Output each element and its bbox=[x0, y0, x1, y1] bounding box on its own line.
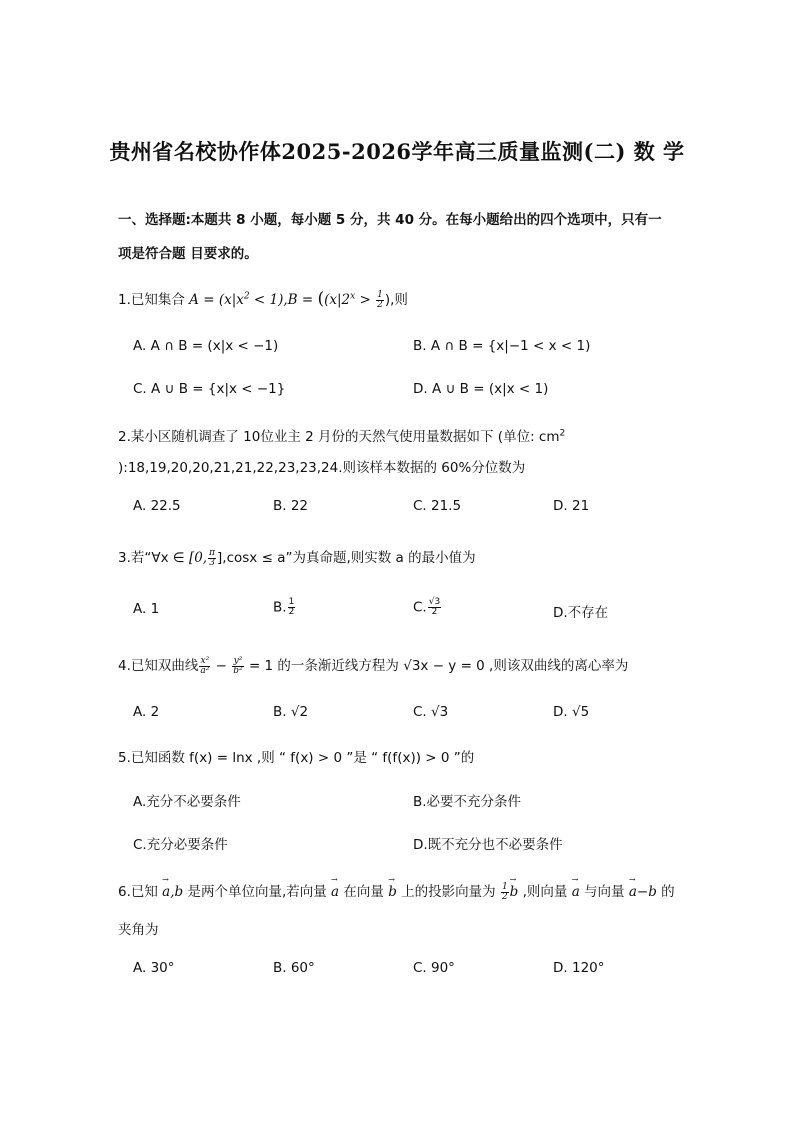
question-2-option-a: A. 22.5 bbox=[133, 498, 181, 514]
question-4-option-a: A. 2 bbox=[133, 704, 160, 720]
question-6-stem-line-2: 夹角为 bbox=[118, 922, 159, 938]
question-2-option-b: B. 22 bbox=[273, 498, 309, 514]
question-6-option-d: D. 120° bbox=[553, 960, 605, 976]
section-instructions-line-1: 一、选择题:本题共 8 小题，每小题 5 分，共 40 分。在每小题给出的四个选项中，只有一 bbox=[118, 212, 662, 228]
question-6-option-a: A. 30° bbox=[133, 960, 175, 976]
question-5-option-c: C.充分必要条件 bbox=[133, 837, 228, 853]
question-6-stem-line-1: 6.已知 → a,b 是两个单位向量,若向量 → a 在向量 → b 上的投影向量为 $\frac{1}{2}$ → b ,则向量 → a 与向量 → a−b 的 bbox=[118, 880, 675, 902]
question-6-option-b: B. 60° bbox=[273, 960, 315, 976]
exam-title: 贵州省名校协作体2025-2026学年高三质量监测(二) 数 学 bbox=[109, 139, 685, 164]
question-3-option-d: D.不存在 bbox=[553, 605, 609, 621]
question-1-option-a: A. A ∩ B = (x|x < −1) bbox=[133, 338, 279, 354]
question-2-stem-line-2: ):18,19,20,20,21,21,22,23,23,24.则该样本数据的 60%分位数为 bbox=[118, 460, 526, 476]
question-3-option-b: B. $\frac{1}{2}$ bbox=[273, 597, 295, 617]
question-3-option-c: C. $\frac{√3}{2}$ bbox=[413, 597, 441, 617]
question-4-option-d: D. √5 bbox=[553, 704, 590, 720]
question-3-option-a: A. 1 bbox=[133, 601, 160, 617]
question-5-option-b: B.必要不充分条件 bbox=[413, 794, 522, 810]
question-1-option-b: B. A ∩ B = {x|−1 < x < 1) bbox=[413, 338, 591, 354]
question-1-option-c: C. A ∪ B = {x|x < −1} bbox=[133, 381, 286, 397]
question-4-option-c: C. √3 bbox=[413, 704, 449, 720]
question-6-option-c: C. 90° bbox=[413, 960, 455, 976]
question-5-option-d: D.既不充分也不必要条件 bbox=[413, 837, 563, 853]
section-instructions-line-2: 项是符合题 目要求的。 bbox=[118, 246, 258, 262]
question-5-stem: 5.已知函数 f(x) = lnx ,则 “ f(x) > 0 ”是 “ f(f(x)) > 0 ”的 bbox=[118, 750, 475, 766]
question-2-stem-line-1: 2.某小区随机调查了 10位业主 2 月份的天然气使用量数据如下 (单位: $cm^2$ bbox=[118, 428, 566, 445]
question-1-option-d: D. A ∪ B = (x|x < 1) bbox=[413, 381, 549, 397]
question-3-stem: 3.若“∀x ∈ [0, $\frac{\pi}{3}$ ],cosx ≤ a”为真命题,则实数 a 的最小值为 bbox=[118, 548, 476, 568]
question-2-option-d: D. 21 bbox=[553, 498, 590, 514]
question-1-stem: 1.已知集合 $A = (x|x^2 < 1),B = ((x|2^x$ > $\frac{1}{2}$ ),则 bbox=[118, 289, 408, 310]
question-2-option-c: C. 21.5 bbox=[413, 498, 462, 514]
question-4-stem: 4.已知双曲线 $\frac{\text{x²}}{\text{a²}}$ − $\frac{\text{y²}}{\text{b²}}$ = 1 的一条渐近线方程为 √3x − y = 0 ,则该双曲线的离心率为 bbox=[118, 656, 629, 676]
question-4-option-b: B. √2 bbox=[273, 704, 309, 720]
question-5-option-a: A.充分不必要条件 bbox=[133, 794, 241, 810]
